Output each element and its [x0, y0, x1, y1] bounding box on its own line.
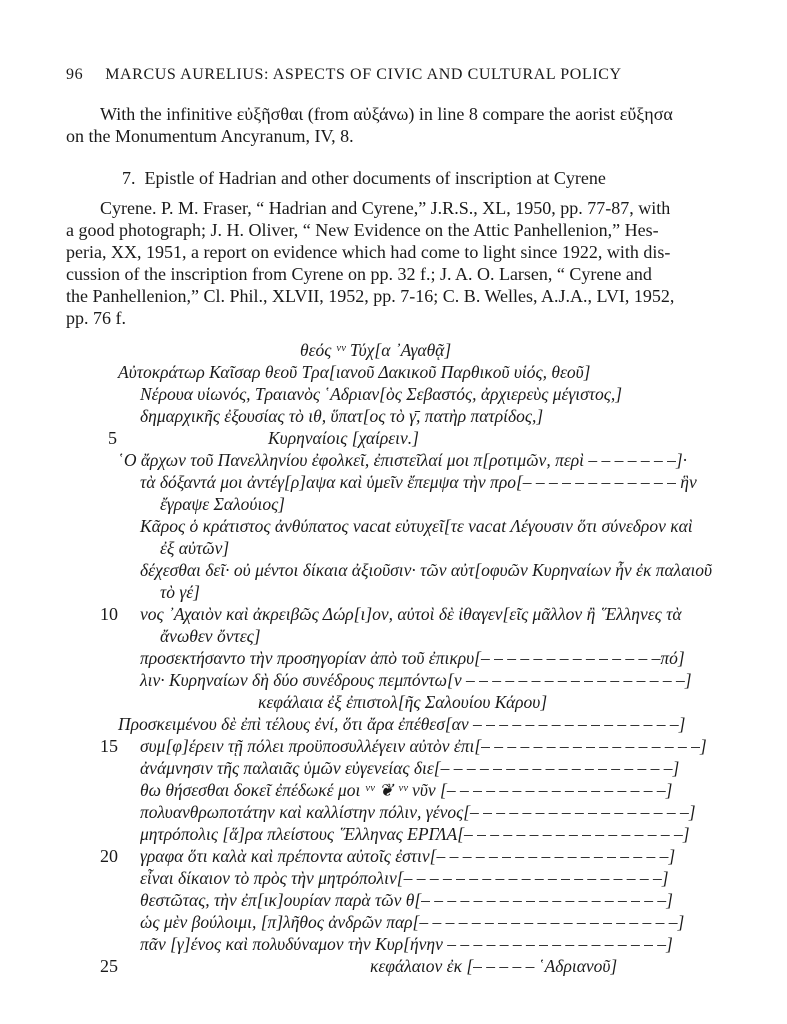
- inscription-line: ἔγραψε Σαλούιος]: [160, 494, 285, 514]
- inscription-line: Προσκειμένου δὲ ἐπὶ τέλους ἐνί, ὅτι ἄρα ἐπέθεσ[αν – – – – – – – – – – – – – – – –]: [118, 714, 686, 734]
- inscription-line: λιν· Κυρηναίων δὴ δύο συνέδρους πεμπόντω[ν – – – – – – – – – – – – – – – – –]: [140, 670, 692, 690]
- inscription-line: Αὐτοκράτωρ Καῖσαρ θεοῦ Τρα[ιανοῦ Δακικοῦ Παρθικοῦ υἱός, θεοῦ]: [118, 362, 591, 382]
- inscription-line: πᾶν [γ]ένος καὶ πολυδύναμον τὴν Κυρ[ήνην – – – – – – – – – – – – – – – – –]: [140, 934, 673, 954]
- inscription-line: τὸ γέ]: [160, 582, 200, 602]
- section-heading: [122, 168, 606, 189]
- inscription-line: Κᾶρος ὁ κράτιστος ἀνθύπατος vacat εὐτυχεῖ[τε vacat Λέγουσιν ὅτι σύνεδρον καὶ: [140, 516, 693, 536]
- inscription-line: κεφάλαιον ἐκ [– – – – – ῾Αδριανοῦ]: [370, 956, 618, 976]
- running-header: [66, 66, 622, 84]
- bibliography-line: Cyrene. P. M. Fraser, “ Hadrian and Cyrene,” J.R.S., XL, 1950, pp. 77-87, with: [100, 198, 671, 218]
- line-number: 15: [100, 736, 118, 756]
- section-title: Epistle of Hadrian and other documents of inscription at Cyrene: [144, 168, 606, 188]
- inscription-line: θεστῶτας, τὴν ἐπ[ικ]ουρίαν παρὰ τῶν θ[– – – – – – – – – – – – – – – – – – –]: [140, 890, 673, 910]
- bibliography-line: a good photograph; J. H. Oliver, “ New Evidence on the Attic Panhellenion,” Hes-: [66, 220, 659, 240]
- inscription-line: μητρόπολις [ἅ]ρα πλείστους ῞Ελληνας ΕΡΓΛΑ[– – – – – – – – – – – – – – – – –]: [140, 824, 690, 844]
- page-number: 96: [66, 66, 84, 83]
- bibliography-line: cussion of the inscription from Cyrene on pp. 32 f.; J. A. O. Larsen, “ Cyrene and: [66, 264, 652, 284]
- inscription-line: πολυανθρωποτάτην καὶ καλλίστην πόλιν, γένος[– – – – – – – – – – – – – – – – –]: [140, 802, 696, 822]
- line-number: 20: [100, 846, 118, 866]
- inscription-line: ἀνάμνησιν τῆς παλαιᾶς ὑμῶν εὐγενείας διε[– – – – – – – – – – – – – – – – – –]: [140, 758, 680, 778]
- line-number: 5: [108, 428, 117, 448]
- inscription-line: κεφάλαια ἐξ ἐπιστολ[ῆς Σαλουίου Κάρου]: [258, 692, 548, 712]
- inscription-line: τὰ δόξαντά μοι ἀντέγ[ρ]αψα καὶ ὑμεῖν ἔπεμψα τὴν προ[– – – – – – – – – – – – ἣν: [140, 472, 697, 492]
- bibliography-line: peria, XX, 1951, a report on evidence which had come to light since 1922, with dis-: [66, 242, 671, 262]
- intro-line-1: With the infinitive εὐξῆσθαι (from αὐξάνω) in line 8 compare the aorist εὔξησα: [100, 104, 673, 124]
- line-number: 25: [100, 956, 118, 976]
- inscription-line: νος ᾽Αχαιὸν καὶ ἀκρειβῶς Δώρ[ι]ον, αὐτοὶ δὲ ἰθαγεν[εῖς μᾶλλον ἢ ῞Ελληνες τὰ: [140, 604, 682, 624]
- intro-line-2: on the Monumentum Ancyranum, IV, 8.: [66, 126, 354, 146]
- inscription-line: γραφα ὅτι καλὰ καὶ πρέποντα αὐτοῖς ἐστιν[– – – – – – – – – – – – – – – – – –]: [140, 846, 676, 866]
- inscription-line: δέχεσθαι δεῖ· οὐ μέντοι δίκαια ἀξιοῦσιν· τῶν αὐτ[οφυῶν Κυρηναίων ἦν ἐκ παλαιοῦ: [140, 560, 713, 580]
- inscription-line: Νέρουα υἱωνός, Τραιανὸς ῾Αδριαν[ὸς Σεβαστός, ἀρχιερεὺς μέγιστος,]: [140, 384, 623, 404]
- inscription-line: προσεκτήσαντο τὴν προσηγορίαν ἀπὸ τοῦ ἐπικρυ[– – – – – – – – – – – – – –πό]: [140, 648, 685, 668]
- inscription-line: ῾Ο ἄρχων τοῦ Πανελληνίου ἐφολκεῖ, ἐπιστεῖλαί μοι π[ροτιμῶν, περὶ – – – – – – –]·: [118, 450, 688, 470]
- inscription-line: θω θήσεσθαι δοκεῖ ἐπέδωκέ μοι ᵛᵛ ❦ ᵛᵛ νῦν [– – – – – – – – – – – – – – – – –]: [140, 780, 673, 800]
- inscription-line: ἄνωθεν ὄντες]: [160, 626, 261, 646]
- inscription-line: εἶναι δίκαιον τὸ πρὸς τὴν μητρόπολιν[– – – – – – – – – – – – – – – – – – – –]: [140, 868, 669, 888]
- inscription-line: δημαρχικῆς ἐξουσίας τὸ ιθ, ὕπατ[ος τὸ γ̄, πατὴρ πατρίδος,]: [140, 406, 544, 426]
- inscription-line: ἐξ αὐτῶν]: [160, 538, 230, 558]
- section-number: 7.: [122, 168, 136, 188]
- inscription-heading: θεός ᵛᵛ Τύχ[α ᾽Αγαθᾷ]: [300, 340, 452, 360]
- bibliography-line: the Panhellenion,” Cl. Phil., XLVII, 1952, pp. 7-16; C. B. Welles, A.J.A., LVI, 1952,: [66, 286, 675, 306]
- inscription-line: Κυρηναίοις [χαίρειν.]: [268, 428, 419, 448]
- inscription-line: συμ[φ]έρειν τῇ πόλει προϋποσυλλέγειν αὐτὸν ἐπι[– – – – – – – – – – – – – – – – –]: [140, 736, 707, 756]
- bibliography-line: pp. 76 f.: [66, 308, 126, 328]
- running-title: MARCUS AURELIUS: ASPECTS OF CIVIC AND CULTURAL POLICY: [105, 66, 622, 83]
- line-number: 10: [100, 604, 118, 624]
- inscription-line: ὡς μὲν βούλοιμι, [π]λῆθος ἀνδρῶν παρ[– – – – – – – – – – – – – – – – – – – –]: [140, 912, 685, 932]
